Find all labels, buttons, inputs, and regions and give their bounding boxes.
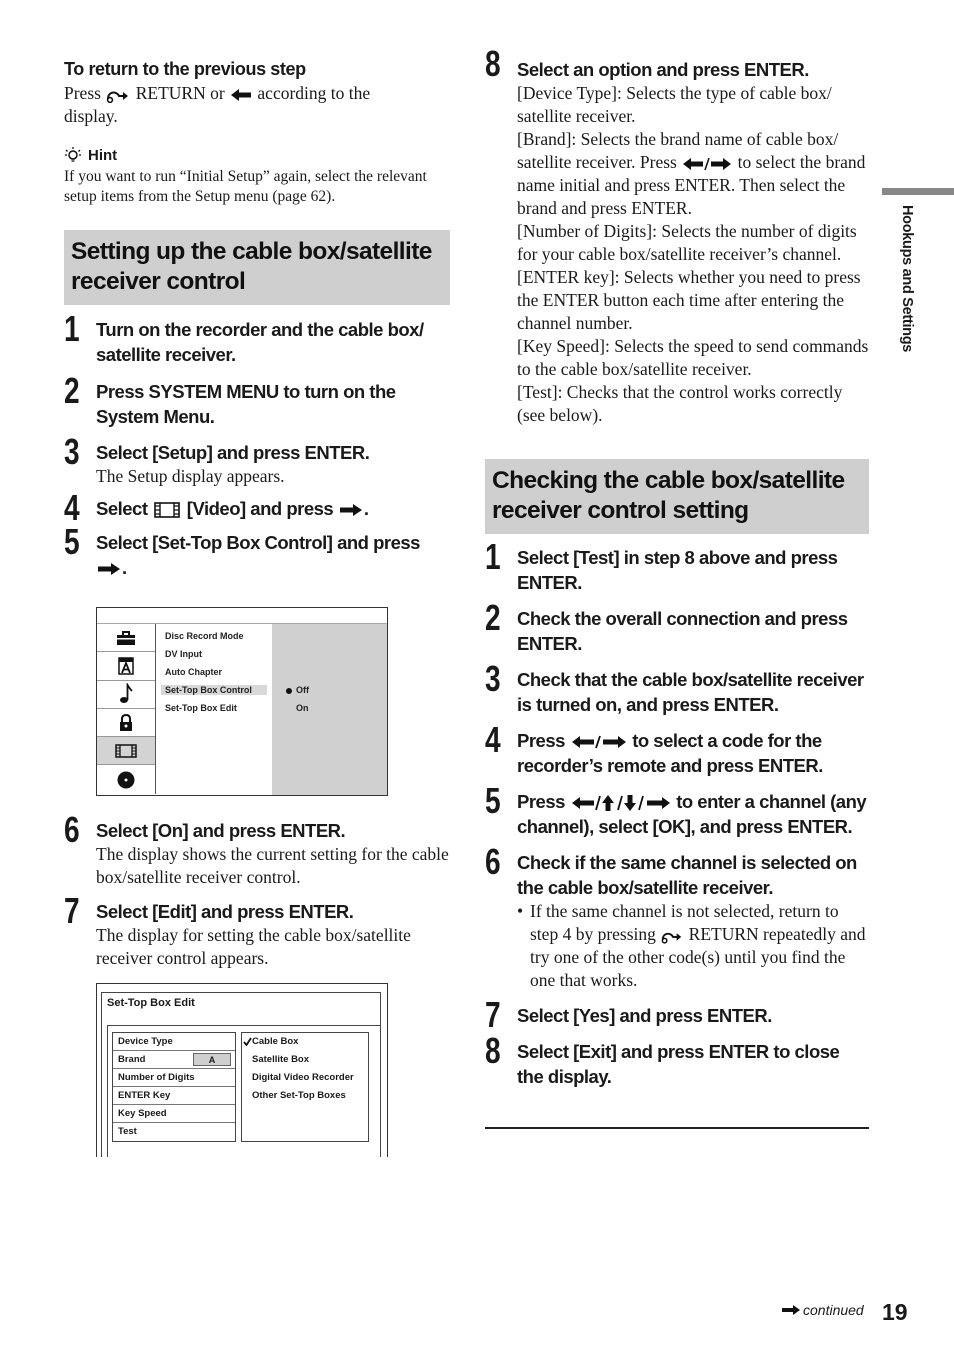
bullet-text-a: If the same channel is not selected, return to step 4 by pressing bbox=[530, 901, 839, 944]
timer-a-icon[interactable] bbox=[97, 652, 155, 680]
left-arrow-icon bbox=[229, 88, 253, 102]
hint-label: Hint bbox=[88, 146, 118, 164]
option-panel bbox=[272, 624, 387, 795]
sidebar-label-text: Hookups and Settings bbox=[899, 205, 915, 353]
option-other-set-top-boxes[interactable]: Other Set-Top Boxes bbox=[252, 1090, 346, 1101]
screen-top-bar bbox=[97, 608, 387, 624]
step-text-end: . bbox=[122, 557, 127, 578]
option-satellite-box[interactable]: Satellite Box bbox=[252, 1054, 310, 1065]
menu-item-auto-chapter[interactable]: Auto Chapter bbox=[165, 667, 222, 677]
return-text bbox=[64, 82, 450, 128]
step-number: 4 bbox=[64, 487, 79, 528]
step-number: 1 bbox=[485, 536, 500, 577]
right-arrow-icon bbox=[338, 503, 364, 517]
step-body: The display for setting the cable box/satellite receiver control appears. bbox=[96, 925, 411, 968]
option-off[interactable]: Off bbox=[296, 685, 309, 695]
step-number: 8 bbox=[485, 1030, 500, 1071]
row-device-type[interactable]: Device Type bbox=[113, 1033, 235, 1051]
hint-text: If you want to run “Initial Setup” again, select the relevant setup items from the Setup menu (page 62). bbox=[64, 168, 427, 205]
step-text: Check the overall connection and press ENTER. bbox=[517, 608, 848, 654]
step-body: The display shows the current setting for the cable box/satellite receiver control. bbox=[96, 844, 449, 887]
right-column bbox=[485, 43, 869, 1089]
selected-dot-icon bbox=[285, 687, 293, 695]
section-title: Checking the cable box/satellite receiver control setting bbox=[492, 467, 845, 524]
return-icon bbox=[660, 928, 684, 944]
option-cable-box[interactable] bbox=[242, 1033, 368, 1051]
brand-desc-b: to select the brand name initial and press ENTER. Then select the brand and press ENTER. bbox=[517, 152, 866, 218]
bullet-dot: • bbox=[517, 901, 524, 921]
step-number: 7 bbox=[485, 994, 500, 1035]
section-title-box bbox=[64, 230, 450, 305]
menu-item-dv-input[interactable]: DV Input bbox=[165, 649, 202, 659]
step-number: 8 bbox=[485, 43, 500, 84]
toolbox-icon[interactable] bbox=[97, 624, 155, 652]
lightbulb-icon bbox=[64, 146, 82, 164]
film-icon[interactable] bbox=[97, 737, 155, 765]
right-arrow-icon bbox=[96, 562, 122, 576]
lock-icon[interactable] bbox=[97, 709, 155, 737]
check-step-3 bbox=[485, 658, 869, 717]
step-number: 5 bbox=[485, 780, 500, 821]
step-number: 6 bbox=[485, 841, 500, 882]
left-right-arrows-icon bbox=[681, 157, 733, 171]
return-text-2: RETURN or bbox=[135, 83, 225, 103]
step-text: Select [Test] in step 8 above and press ENTER. bbox=[517, 547, 838, 593]
step-text bbox=[517, 728, 869, 778]
sidebar-tab-bar bbox=[882, 188, 954, 195]
row-brand[interactable] bbox=[113, 1051, 235, 1069]
step-text-b: [Video] and press bbox=[186, 498, 334, 519]
step-text-a: Select [Set-Top Box Control] and press bbox=[96, 532, 420, 553]
step-text-a: Press bbox=[517, 730, 565, 751]
step-text-b: to select a code for the recorder’s remote and press ENTER. bbox=[517, 730, 823, 776]
step-text: Select [Exit] and press ENTER to close the display. bbox=[517, 1041, 840, 1087]
step-number: 3 bbox=[485, 658, 500, 699]
continued-text: continued bbox=[803, 1302, 864, 1318]
option-brand-desc bbox=[517, 128, 869, 220]
step-number: 2 bbox=[64, 370, 79, 411]
step-text bbox=[96, 530, 450, 580]
sidebar-tab-label bbox=[897, 205, 915, 375]
step-text: Turn on the recorder and the cable box/ satellite receiver. bbox=[96, 319, 424, 365]
return-icon bbox=[105, 87, 131, 103]
step-number: 4 bbox=[485, 719, 500, 760]
section-title-box bbox=[485, 459, 869, 534]
step-text-a: Press bbox=[517, 791, 565, 812]
step-8-options bbox=[485, 43, 869, 427]
step-text-c: . bbox=[363, 498, 369, 519]
left-column-lower bbox=[64, 809, 450, 970]
step-text: Select [Edit] and press ENTER. bbox=[96, 901, 354, 922]
step-bullet bbox=[517, 900, 869, 992]
page-number: 19 bbox=[882, 1299, 908, 1325]
check-step-6 bbox=[485, 841, 869, 992]
option-test-desc: [Test]: Checks that the control works correctly (see below). bbox=[517, 382, 843, 425]
row-label: Brand bbox=[118, 1054, 146, 1065]
step-text bbox=[517, 789, 869, 839]
section-title: Setting up the cable box/satellite receiver control bbox=[71, 238, 432, 295]
bullet-text-b: RETURN repeatedly and try one of the other code(s) until you find the one that works. bbox=[530, 924, 866, 990]
left-right-arrows-icon bbox=[570, 735, 628, 749]
option-enter-key-desc: [ENTER key]: Selects whether you need to press the ENTER button each time after entering the channel number. bbox=[517, 267, 861, 333]
step-2 bbox=[64, 370, 450, 429]
row-number-of-digits[interactable]: Number of Digits bbox=[113, 1069, 235, 1087]
option-device-type-desc: [Device Type]: Selects the type of cable box/ satellite receiver. bbox=[517, 83, 832, 126]
step-body: The Setup display appears. bbox=[96, 466, 285, 486]
menu-item-disc-record-mode[interactable]: Disc Record Mode bbox=[165, 631, 244, 641]
step-text-b: to enter a channel (any channel), select [OK], and press ENTER. bbox=[517, 791, 867, 837]
edit-panel bbox=[107, 1025, 381, 1157]
step-text bbox=[96, 496, 450, 521]
option-digital-video-recorder[interactable]: Digital Video Recorder bbox=[252, 1072, 354, 1083]
step-text: Check if the same channel is selected on the cable box/satellite receiver. bbox=[517, 852, 857, 898]
step-number: 1 bbox=[64, 308, 79, 349]
setup-icon-column bbox=[97, 624, 156, 794]
step-text-a: Select bbox=[96, 498, 148, 519]
step-text: Select an option and press ENTER. bbox=[517, 59, 809, 80]
return-heading: To return to the previous step bbox=[64, 59, 306, 79]
section-end-rule bbox=[485, 1127, 869, 1129]
device-type-options bbox=[241, 1032, 369, 1142]
return-text-3: according to the bbox=[257, 83, 371, 103]
step-number: 2 bbox=[485, 597, 500, 638]
check-step-1 bbox=[485, 536, 869, 595]
screen-title: Set-Top Box Edit bbox=[107, 997, 195, 1009]
check-step-2 bbox=[485, 597, 869, 656]
return-text-4: display. bbox=[64, 106, 118, 126]
check-step-7 bbox=[485, 994, 869, 1035]
disc-icon[interactable] bbox=[97, 765, 155, 793]
music-note-icon[interactable] bbox=[97, 681, 155, 709]
menu-item-set-top-box-control[interactable]: Set-Top Box Control bbox=[161, 685, 267, 695]
step-text: Select [Setup] and press ENTER. bbox=[96, 442, 370, 463]
check-step-5 bbox=[485, 780, 869, 839]
check-step-8 bbox=[485, 1030, 869, 1089]
step-3 bbox=[64, 431, 450, 488]
row-key-speed[interactable]: Key Speed bbox=[113, 1105, 235, 1123]
option-key-speed-desc: [Key Speed]: Selects the speed to send commands to the cable box/satellite receiver. bbox=[517, 336, 869, 379]
step-number: 7 bbox=[64, 890, 79, 931]
continued-note bbox=[780, 1302, 864, 1318]
step-5 bbox=[64, 521, 450, 580]
step-4 bbox=[64, 487, 450, 528]
row-test[interactable]: Test bbox=[118, 1126, 137, 1137]
left-column bbox=[64, 58, 450, 580]
menu-item-set-top-box-edit[interactable]: Set-Top Box Edit bbox=[165, 703, 237, 713]
step-7 bbox=[64, 890, 450, 970]
set-top-box-edit-screen bbox=[96, 983, 388, 1157]
option-label: Cable Box bbox=[252, 1036, 299, 1047]
step-body bbox=[517, 82, 869, 427]
step-text: Check that the cable box/satellite receiver is turned on, and press ENTER. bbox=[517, 669, 864, 715]
brand-value[interactable]: A bbox=[193, 1053, 231, 1066]
film-icon bbox=[152, 501, 182, 519]
step-text: Select [Yes] and press ENTER. bbox=[517, 1005, 772, 1026]
hint-header bbox=[64, 146, 450, 164]
step-number: 3 bbox=[64, 431, 79, 472]
option-on[interactable]: On bbox=[296, 703, 309, 713]
step-text: Press SYSTEM MENU to turn on the System Menu. bbox=[96, 381, 396, 427]
step-number: 5 bbox=[64, 521, 79, 562]
step-number: 6 bbox=[64, 809, 79, 850]
four-way-arrows-icon bbox=[570, 794, 672, 812]
step-text: Select [On] and press ENTER. bbox=[96, 820, 346, 841]
step-1 bbox=[64, 308, 450, 367]
option-number-of-digits-desc: [Number of Digits]: Selects the number of digits for your cable box/satellite receiver’s channel. bbox=[517, 221, 857, 264]
check-step-4 bbox=[485, 719, 869, 778]
settings-list bbox=[112, 1032, 236, 1142]
step-6 bbox=[64, 809, 450, 889]
brand-desc-a: [Brand]: Selects the brand name of cable box/ satellite receiver. Press bbox=[517, 129, 839, 172]
right-arrow-icon bbox=[780, 1304, 802, 1316]
checkmark-icon bbox=[243, 1037, 252, 1046]
return-text-1: Press bbox=[64, 83, 101, 103]
row-enter-key[interactable]: ENTER Key bbox=[113, 1087, 235, 1105]
setup-screen-video bbox=[96, 607, 388, 796]
